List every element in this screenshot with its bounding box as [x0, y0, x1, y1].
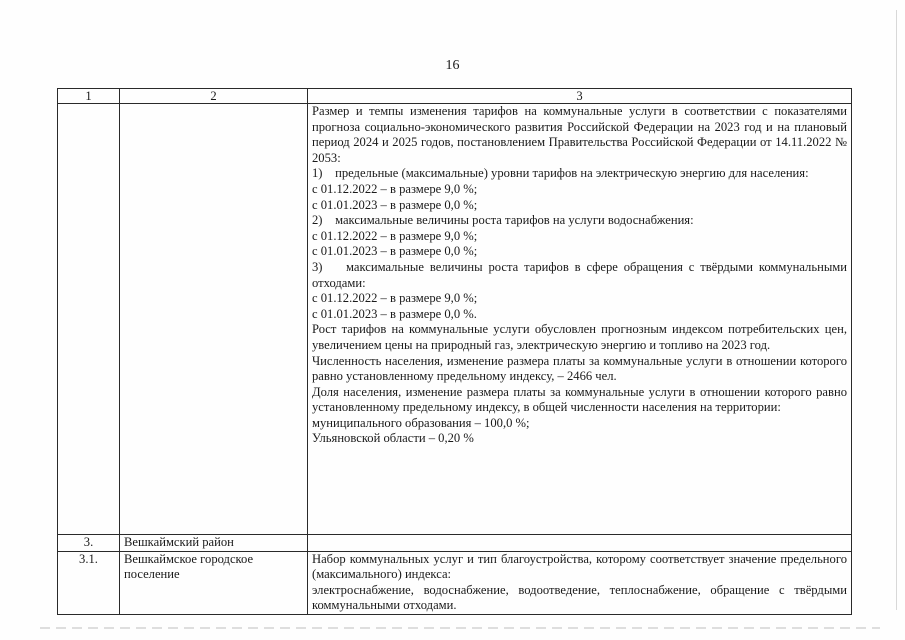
paragraph: с 01.01.2023 – в размере 0,0 %. — [312, 306, 477, 321]
table-row — [58, 104, 852, 535]
paragraph: с 01.12.2022 – в размере 9,0 %; — [312, 291, 478, 306]
table-header-row — [58, 89, 852, 104]
paragraph: с 01.01.2023 – в размере 0,0 %; — [312, 197, 478, 212]
list-item: 2) максимальные величины роста тарифов на услуги водоснабжения: — [312, 213, 694, 228]
paragraph: с 01.01.2023 – в размере 0,0 %; — [312, 244, 478, 259]
paragraph: Ульяновской области – 0,20 % — [312, 431, 474, 446]
row2-name-cell: Вешкаймский район — [120, 535, 308, 552]
row3-name-cell: Вешкаймское городское поселение — [120, 551, 308, 614]
row3-number-cell: 3.1. — [58, 551, 120, 614]
row1-number-cell — [58, 104, 120, 535]
header-col-2: 2 — [120, 89, 308, 104]
table-row — [58, 535, 852, 552]
tariff-table — [57, 88, 852, 615]
paragraph: электроснабжение, водоснабжение, водоотведение, теплоснабжение, обращение с твёрдыми коммунальными отходами. — [312, 582, 847, 613]
paragraph: с 01.12.2022 – в размере 9,0 %; — [312, 228, 478, 243]
paragraph: Численность населения, изменение размера платы за коммунальные услуги в отношении которого равно установленному предельному индексу, – 2466 чел. — [312, 353, 847, 384]
paragraph: Рост тарифов на коммунальные услуги обусловлен прогнозным индексом потребительских цен, увеличением цены на природный газ, электрическую энергию и топливо на 2023 год. — [312, 322, 847, 352]
paragraph: Доля населения, изменение размера платы за коммунальные услуги в отношении которого равно установленному предельному индексу, в общей численности населения на территории: — [312, 384, 847, 415]
paragraph: Размер и темпы изменения тарифов на коммунальные услуги в соответствии с показателями прогноза социально-экономического развития Российской Федерации на 2023 год и на плановый период 2024 и 2025 годов, постановлением Правительства Российской Федерации от 14.11.2022 № 2053: — [312, 104, 847, 165]
scan-edge-line — [896, 10, 897, 610]
list-item: 1) предельные (максимальные) уровни тарифов на электрическую энергию для населения: — [312, 166, 809, 181]
header-col-1: 1 — [58, 89, 120, 104]
paragraph: Набор коммунальных услуг и тип благоустройства, которому соответствует значение предельного (максимального) индекса: — [312, 551, 847, 582]
row1-name-cell — [120, 104, 308, 535]
row3-content-cell — [308, 551, 852, 614]
header-col-3: 3 — [308, 89, 852, 104]
table-row — [58, 551, 852, 614]
paragraph: муниципального образования – 100,0 %; — [312, 415, 530, 430]
scan-noise-line — [40, 627, 880, 629]
page-number: 16 — [445, 58, 460, 73]
paragraph: с 01.12.2022 – в размере 9,0 %; — [312, 181, 478, 196]
row2-content-cell — [308, 535, 852, 552]
row2-number-cell: 3. — [58, 535, 120, 552]
list-item: 3) максимальные величины роста тарифов в сфере обращения с твёрдыми коммунальными отходами: — [312, 259, 851, 290]
row1-content-cell — [308, 104, 852, 535]
